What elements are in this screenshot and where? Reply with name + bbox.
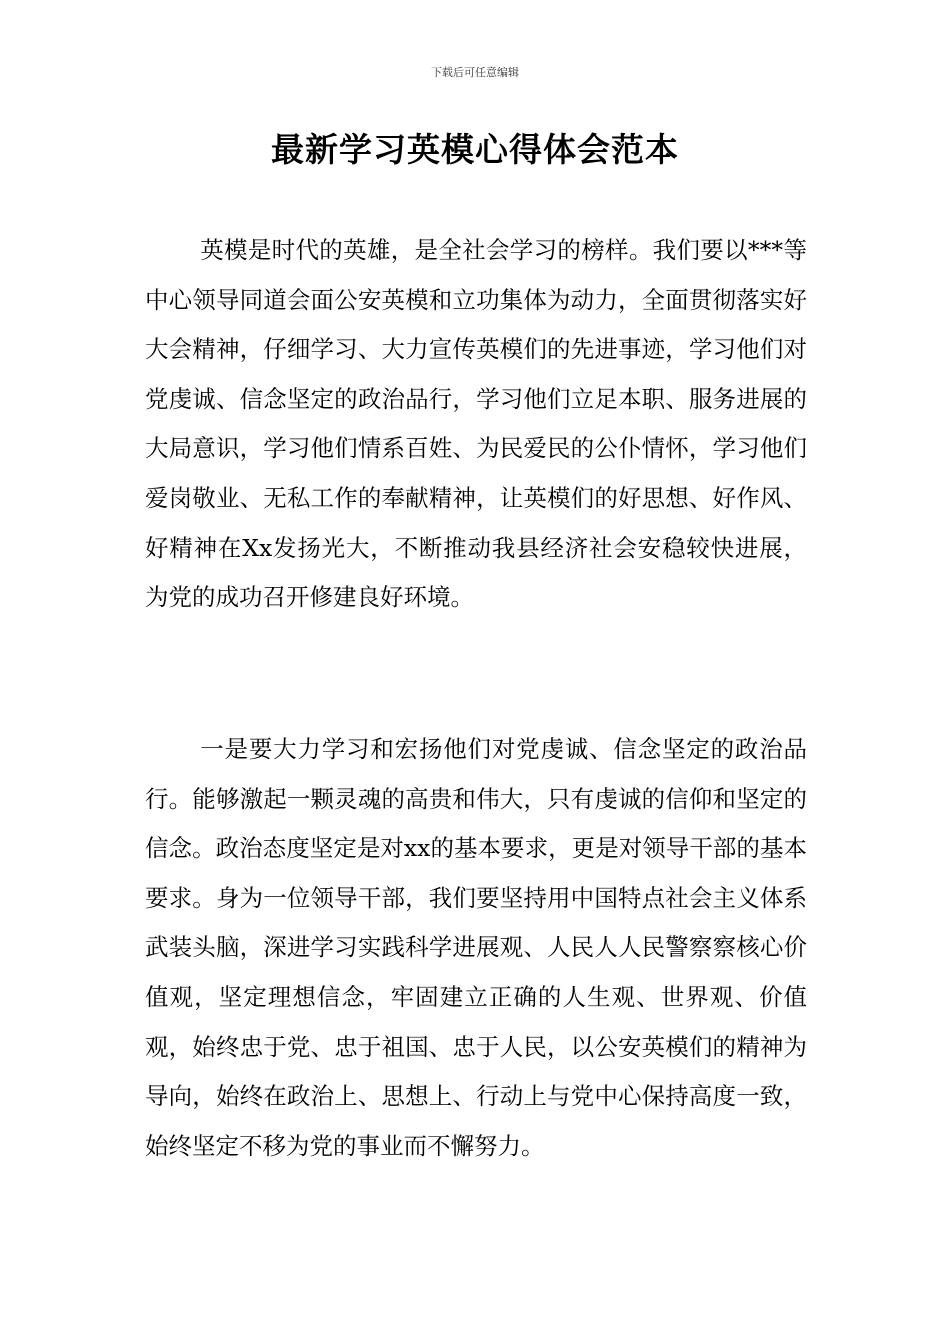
body-paragraph-2: 一是要大力学习和宏扬他们对党虔诚、信念坚定的政治品行。能够激起一颗灵魂的高贵和伟大，只有虔诚的信仰和坚定的信念。政治态度坚定是对xx的基本要求，更是对领导干部的基本要求。身为一位领导干部，我们要坚持用中国特点社会主义体系武装头脑，深进学习实践科学进展观、人民人人民警察察核心价值观，坚定理想信念，牢固建立正确的人生观、世界观、价值观，始终忠于党、忠于祖国、忠于人民，以公安英模们的精神为导向，始终在政治上、思想上、行动上与党中心保持高度一致，始终坚定不移为党的事业而不懈努力。 [145, 735, 807, 1160]
document-title: 最新学习英模心得体会范本 [271, 130, 679, 169]
body-paragraph-1: 英模是时代的英雄，是全社会学习的榜样。我们要以***等中心领导同道会面公安英模和立功集体为动力，全面贯彻落实好大会精神，仔细学习、大力宣传英模们的先进事迹，学习他们对党虔诚、信念坚定的政治品行，学习他们立足本职、服务进展的大局意识，学习他们情系百姓、为民爱民的公仆情怀，学习他们爱岗敬业、无私工作的奉献精神，让英模们的好思想、好作风、好精神在Xx发扬光大，不断推动我县经济社会安稳较快进展，为党的成功召开修建良好环境。 [145, 236, 807, 612]
header-note: 下载后可任意编辑 [431, 66, 519, 79]
